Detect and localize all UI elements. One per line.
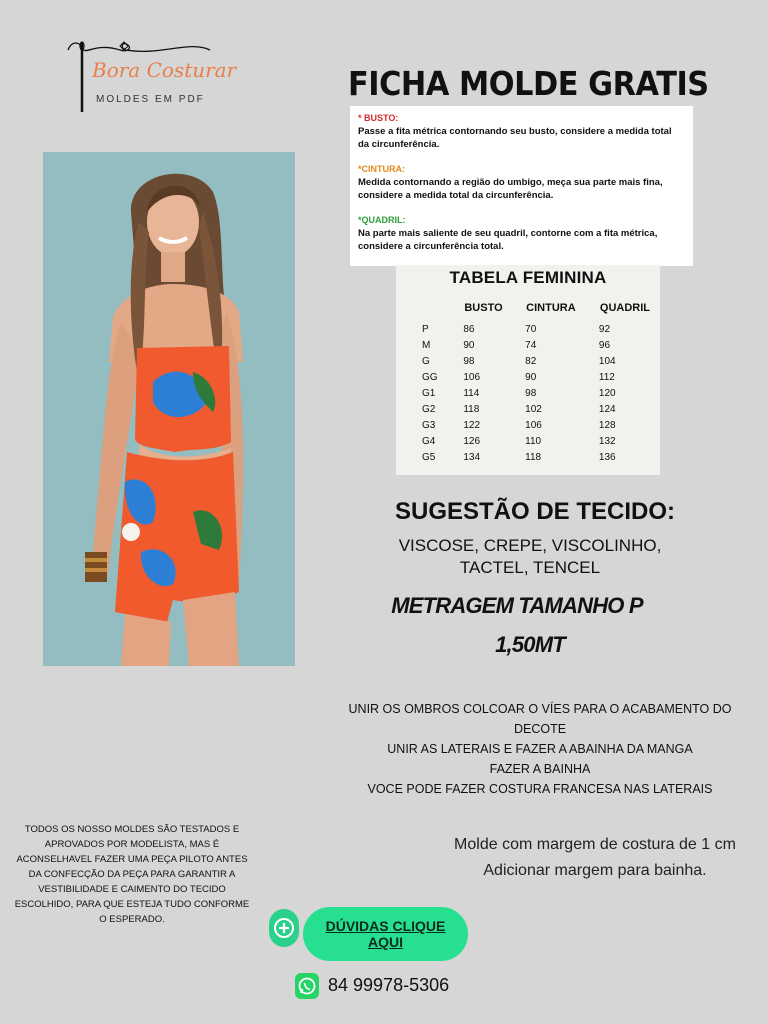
note-cintura (358, 163, 685, 202)
note-cintura-heading: *CINTURA: (358, 164, 405, 174)
size-label: G3 (422, 419, 436, 431)
instruction-line: UNIR AS LATERAIS E FAZER A ABAINHA DA MANGA (387, 742, 693, 756)
instruction-line: VOCE PODE FAZER COSTURA FRANCESA NAS LATERAIS (367, 782, 713, 796)
brand-tagline: MOLDES EM PDF (96, 94, 205, 105)
duvidas-button-label: DÚVIDAS CLIQUE AQUI (325, 918, 446, 950)
size-value: 106 (463, 371, 481, 383)
fabric-line-1: VISCOSE, CREPE, VISCOLINHO, (398, 536, 662, 555)
size-value: 124 (598, 403, 616, 415)
column-header (422, 295, 463, 321)
size-row (422, 321, 660, 337)
size-label: G5 (422, 451, 436, 463)
column-header-cintura: CINTURA (526, 302, 576, 314)
size-value: 98 (525, 387, 537, 399)
size-value: 112 (598, 371, 615, 383)
whatsapp-glyph (295, 973, 319, 999)
brand-name: Bora Costurar (92, 58, 237, 82)
size-value: 118 (463, 403, 480, 415)
phone-number[interactable]: 84 99978-5306 (328, 975, 450, 995)
fabric-title: SUGESTÃO DE TECIDO: (394, 498, 676, 525)
size-value: 110 (525, 435, 542, 447)
note-quadril-heading: *QUADRIL: (358, 215, 406, 225)
sewing-instructions (330, 699, 750, 799)
size-value: 136 (598, 451, 616, 463)
size-label: M (422, 339, 431, 351)
note-cintura-text: Medida contornando a região do umbigo, meça sua parte mais fina, considere a medida total da circunferência. (358, 177, 663, 201)
size-row (422, 417, 660, 433)
brand-logo (60, 36, 237, 116)
size-label: G1 (422, 387, 436, 399)
measurement-notes (350, 106, 693, 266)
plus-circle-icon[interactable] (269, 909, 299, 947)
note-busto (358, 112, 685, 151)
size-value: 132 (598, 435, 616, 447)
size-value: 106 (525, 419, 542, 431)
size-value: 92 (598, 323, 611, 335)
size-value: 86 (463, 323, 475, 335)
fabric-list (380, 535, 680, 579)
size-value: 120 (598, 387, 616, 399)
model-photo-illustration (43, 152, 295, 666)
column-header-quadril: QUADRIL (599, 302, 650, 314)
size-label: P (422, 323, 429, 335)
note-busto-heading: * BUSTO: (358, 113, 399, 123)
size-value: 134 (463, 451, 481, 463)
note-quadril-text: Na parte mais saliente de seu quadril, contorne com a fita métrica, considere a circunferência total. (358, 228, 658, 252)
size-value: 82 (525, 355, 537, 367)
size-table-grid (422, 295, 660, 465)
size-row (422, 353, 660, 369)
margin-note-line-2: Adicionar margem para bainha. (483, 862, 707, 879)
metragem-label: METRAGEM TAMANHO P (391, 593, 643, 618)
instruction-line: UNIR OS OMBROS COLCOAR O VÍES PARA O ACABAMENTO DO DECOTE (348, 702, 732, 736)
size-value: 74 (525, 339, 537, 351)
size-value: 90 (525, 371, 537, 383)
model-photo (43, 152, 295, 666)
size-value: 122 (463, 419, 481, 431)
size-value: 126 (463, 435, 481, 447)
margin-note (440, 832, 750, 884)
size-value: 90 (463, 339, 475, 351)
size-value: 118 (525, 451, 542, 463)
size-label: G2 (422, 403, 436, 415)
size-value: 98 (463, 355, 475, 367)
size-label: G4 (422, 435, 436, 447)
size-row (422, 449, 660, 465)
size-value: 128 (598, 419, 616, 431)
size-row (422, 369, 660, 385)
size-row (422, 401, 660, 417)
instruction-line: FAZER A BAINHA (489, 762, 591, 776)
size-table-header-row (422, 295, 660, 321)
size-value: 104 (598, 355, 616, 367)
size-row (422, 433, 660, 449)
size-table (396, 265, 660, 475)
size-value: 70 (525, 323, 537, 335)
size-row (422, 337, 660, 353)
size-value: 102 (525, 403, 542, 415)
plus-icon (273, 917, 295, 939)
note-busto-text: Passe a fita métrica contornando seu busto, considere a medida total da circunferência. (358, 126, 672, 150)
size-table-title: TABELA FEMININA (449, 268, 607, 287)
size-label: GG (422, 371, 438, 383)
disclaimer-text: TODOS OS NOSSO MOLDES SÃO TESTADOS E APROVADOS POR MODELISTA, MAS É ACONSELHAVEL FAZER UMA PEÇA PILOTO ANTES DA CONFECÇÃO DA PEÇA PARA GARANTIR A VESTIBILIDADE E CAIMENTO DO TECIDO ESCOLHIDO, PARA QUE ESTEJA TUDO CONFORME O ESPERADO. (14, 824, 250, 925)
duvidas-button[interactable] (303, 907, 468, 961)
column-header-busto: BUSTO (464, 302, 503, 314)
margin-note-line-1: Molde com margem de costura de 1 cm (454, 836, 736, 853)
size-label: G (422, 355, 430, 367)
size-table-body (422, 321, 660, 465)
page-title: FICHA MOLDE GRATIS (348, 64, 709, 103)
fabric-line-2: TACTEL, TENCEL (459, 558, 601, 577)
size-value: 96 (598, 339, 611, 351)
whatsapp-icon[interactable] (295, 973, 319, 999)
size-row (422, 385, 660, 401)
size-value: 114 (463, 387, 480, 399)
metragem-value: 1,50MT (495, 632, 565, 657)
note-quadril (358, 214, 685, 253)
